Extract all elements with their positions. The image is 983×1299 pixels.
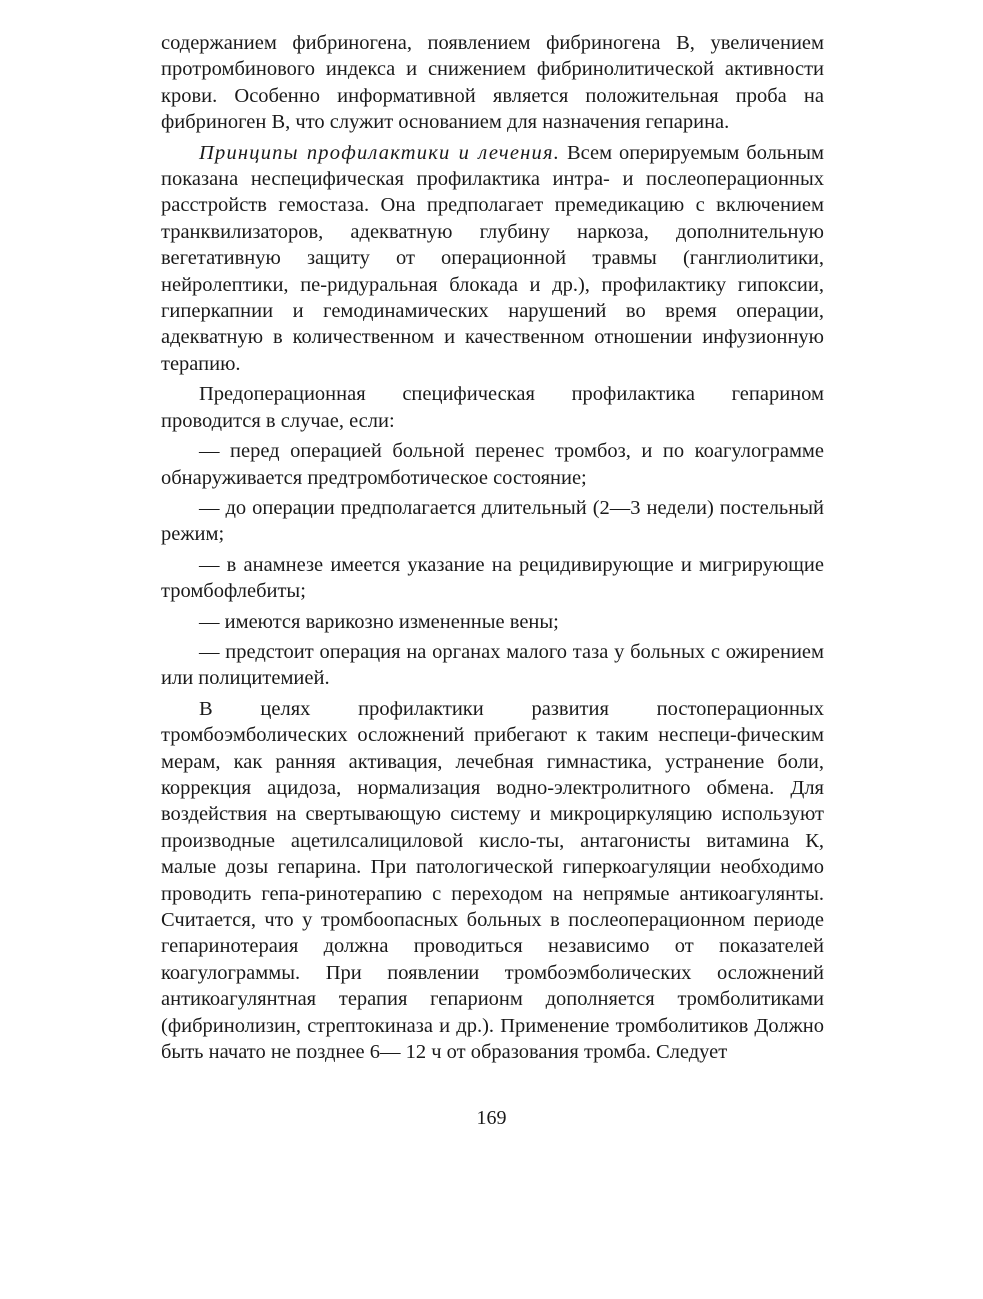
list-item: — предстоит операция на органах малого таза у больных с ожирением или полицитемией. <box>161 640 824 690</box>
list-item: — перед операцией больной перенес тромбоз, и по коагулограмме обнаруживается предтромботическое состояние; <box>161 440 824 489</box>
list-item: — имеются варикозно измененные вены; <box>199 610 559 633</box>
list-item: — до операции предполагается длительный (2—3 недели) постельный режим; <box>161 496 824 546</box>
section-heading-inline: Принципы профилактики и лечения. <box>199 141 561 164</box>
page-number: 169 <box>476 1107 507 1129</box>
paragraph-continuation: содержанием фибриногена, появлением фибриногена В, увеличением протромбинового индекса и снижением фибринолитической активности крови. Особенно информативной является положительная проба на фибриноген В, что служит основанием для назначения гепарина. <box>161 32 824 134</box>
paragraph-principles <box>161 140 824 378</box>
paragraph-prevention: В целях профилактики развития постоперационных тромбоэмболических осложнений прибегают к таким неспеци-фическим мерам, как ранняя активация, лечебная гимнастика, устранение боли, коррекция ацидоза, нормализация водно-электролитного обмена. Для воздействия на свертывающую систему и микроциркуляцию используют производные ацетилсалициловой кисло-ты, антагонисты витамина К, малые дозы гепарина. При патологической гиперкоагуляции необходимо проводить гепа-ринотерапию с переходом на непрямые антикоагулянты. Считается, что у тромбоопасных больных в послеоперационном периоде гепаринотераия должна проводиться независимо от показателей коагулограммы. При появлении тромбоэмболических осложнений антикоагулянтная терапия гепарионм дополняется тромболитиками (фибринолизин, стрептокиназа и др.). Применение тромболитиков Должно быть начато не позднее 6— 12 ч от образования тромба. Следует <box>161 697 824 1064</box>
page-body <box>161 30 824 1065</box>
paragraph-preoperative: Предоперационная специфическая профилактика гепарином проводится в случае, если: <box>161 383 824 432</box>
list-item: — в анамнезе имеется указание на рецидивирующие и мигрирующие тромбофлебиты; <box>161 553 824 603</box>
paragraph-principles-body: Всем оперируемым больным показана неспецифическая профилактика интра- и послеоперационных расстройств гемостаза. Она предполагает премедикацию с включением транквилизаторов, адекватную глубину наркоза, дополнительную вегетативную защиту от операционной травмы (ганглиолитики, нейролептики, пе-ридуральная блокада и др.), профилактику гипоксии, гиперкапнии и гемодинамических нарушений во время операции, адекватную в количественном и качественном отношении инфузионную терапию. <box>161 141 824 375</box>
